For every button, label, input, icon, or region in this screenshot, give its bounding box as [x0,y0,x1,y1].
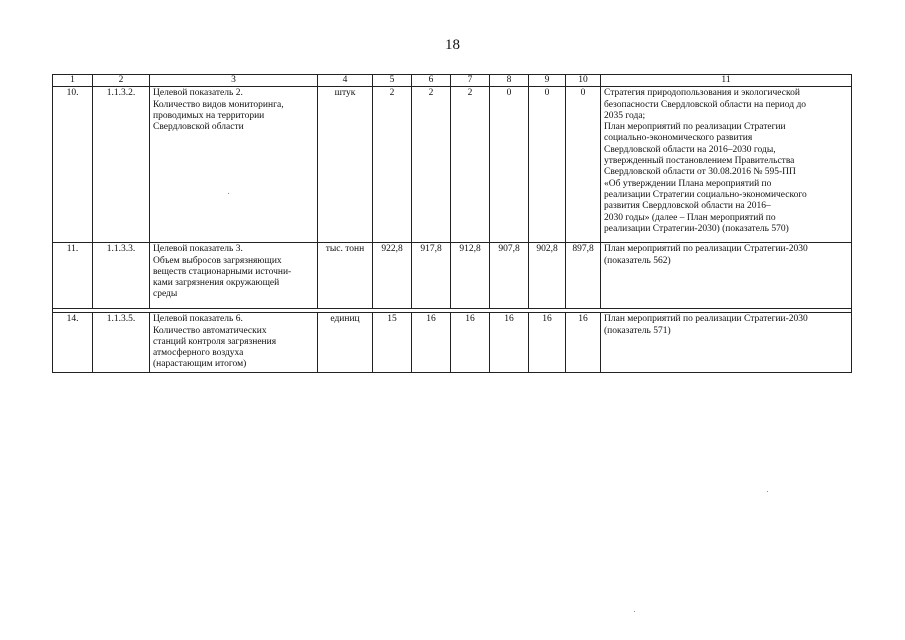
scan-speck [767,491,768,492]
value-cell: 16 [412,313,451,372]
text-line: реализации Стратегии-2030) (показатель 570) [604,223,789,234]
value-cell: 16 [529,313,566,372]
text-line: Свердловской области на 2016–2030 годы, [604,144,776,155]
value-cell: 922,8 [373,243,412,309]
value-cell: 902,8 [529,243,566,309]
column-header: 10 [566,75,601,87]
column-number-row [53,75,852,87]
column-header: 1 [53,75,93,87]
unit: единиц [318,313,373,372]
text-line: Целевой показатель 6. [153,314,243,325]
text-line: атмосферного воздуха [153,348,244,359]
column-header: 2 [93,75,150,87]
column-header: 9 [529,75,566,87]
text-line: реализации Стратегии социально-экономического [604,189,807,200]
table-row [53,243,852,309]
scan-speck [228,193,229,194]
value-cell: 16 [490,313,529,372]
scan-speck [634,611,635,612]
text-line: 2030 годы» (далее – План мероприятий по [604,212,776,223]
text-line: Количество автоматических [153,325,267,336]
text-line: ками загрязнения окружающей [153,278,280,289]
source-document [601,87,852,243]
column-header: 4 [318,75,373,87]
text-line: Количество видов мониторинга, [153,99,284,110]
table-row [53,87,852,243]
text-line: Свердловской области от 30.08.2016 № 595-ПП [604,167,796,178]
row-number: 11. [53,243,93,309]
value-cell: 897,8 [566,243,601,309]
text-line: Объем выбросов загрязняющих [153,255,282,266]
value-cell: 16 [566,313,601,372]
column-header: 8 [490,75,529,87]
text-line: веществ стационарными источни- [153,266,292,277]
page-number: 18 [445,37,460,53]
row-number: 10. [53,87,93,243]
indicator-name [150,243,318,309]
text-line: Стратегия природопользования и экологической [604,88,800,99]
value-cell: 907,8 [490,243,529,309]
source-document [601,243,852,309]
value-cell: 2 [451,87,490,243]
value-cell: 917,8 [412,243,451,309]
text-line: (показатель 571) [604,325,671,336]
row-number: 14. [53,313,93,372]
text-line: Целевой показатель 3. [153,244,243,255]
text-line: утвержденный постановлением Правительства [604,156,795,167]
unit: тыс. тонн [318,243,373,309]
text-line: безопасности Свердловской области на период до [604,99,807,110]
table-row [53,313,852,372]
indicators-table [52,74,852,373]
text-line: План мероприятий по реализации Стратегии [604,122,786,133]
column-header: 5 [373,75,412,87]
text-line: План мероприятий по реализации Стратегии-2030 [604,244,808,255]
text-line: Свердловской области [153,122,244,133]
text-line: среды [153,289,178,300]
row-code: 1.1.3.5. [93,313,150,372]
row-code: 1.1.3.2. [93,87,150,243]
value-cell: 0 [566,87,601,243]
column-header: 6 [412,75,451,87]
value-cell: 912,8 [451,243,490,309]
text-line: (показатель 562) [604,255,671,266]
text-line: станций контроля загрязнения [153,336,277,347]
text-line: План мероприятий по реализации Стратегии-2030 [604,314,808,325]
value-cell: 2 [412,87,451,243]
value-cell: 16 [451,313,490,372]
text-line: развития Свердловской области на 2016– [604,201,771,212]
value-cell: 15 [373,313,412,372]
indicator-name [150,87,318,243]
unit: штук [318,87,373,243]
text-line: Целевой показатель 2. [153,88,243,99]
value-cell: 0 [490,87,529,243]
value-cell: 2 [373,87,412,243]
column-header: 7 [451,75,490,87]
text-line: (нарастающим итогом) [153,359,247,370]
value-cell: 0 [529,87,566,243]
text-line: «Об утверждении Плана мероприятий по [604,178,772,189]
indicator-name [150,313,318,372]
text-line: социально-экономического развития [604,133,753,144]
row-code: 1.1.3.3. [93,243,150,309]
source-document [601,313,852,372]
text-line: 2035 года; [604,110,646,121]
text-line: проводимых на территории [153,110,265,121]
column-header: 11 [601,75,852,87]
column-header: 3 [150,75,318,87]
